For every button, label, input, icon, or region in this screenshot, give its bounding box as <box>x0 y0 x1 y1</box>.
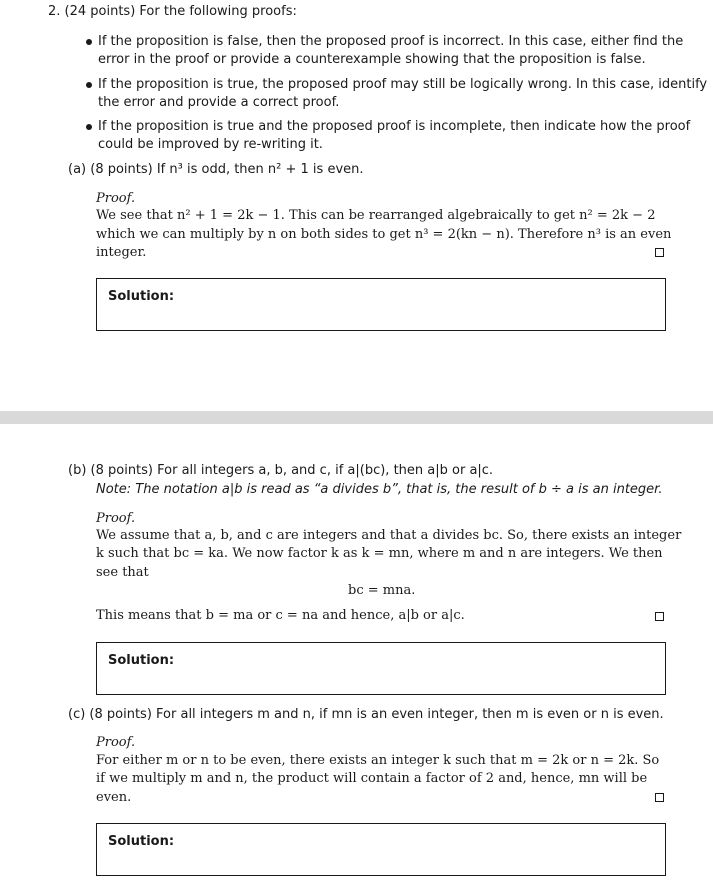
bullet-3-line-2: could be improved by re-writing it. <box>98 137 323 152</box>
bullet-2-line-1: If the proposition is true, the proposed proof may still be logically wrong. In this case, identify <box>98 77 708 92</box>
bullet-dot <box>86 124 92 130</box>
part-c-proof-line-3: even. <box>96 790 132 805</box>
part-b-proof-label: Proof. <box>96 511 136 526</box>
part-b-solution-box[interactable] <box>96 642 666 695</box>
part-c-proof-line-1: For either m or n to be even, there exists an integer k such that m = 2k or n = 2k. So <box>96 753 660 768</box>
part-b-statement: (b) (8 points) For all integers a, b, and c, if a|(bc), then a|b or a|c. <box>68 463 494 478</box>
bullet-2-line-2: the error and provide a correct proof. <box>98 95 340 110</box>
part-a-proof-line-1: We see that n² + 1 = 2k − 1. This can be rearranged algebraically to get n² = 2k − 2 <box>96 208 656 223</box>
part-c-proof-label: Proof. <box>96 735 136 750</box>
part-b-equation: bc = mna. <box>348 583 416 598</box>
qed-box-icon <box>655 793 664 802</box>
bullet-1-line-2: error in the proof or provide a counterexample showing that the proposition is false. <box>98 52 646 67</box>
part-b-note: Note: The notation a|b is read as “a divides b”, that is, the result of b ÷ a is an integer. <box>96 482 663 497</box>
solution-label: Solution: <box>108 289 175 304</box>
part-a-proof-label: Proof. <box>96 191 136 206</box>
part-b-proof-line-2: k such that bc = ka. We now factor k as k = mn, where m and n are integers. We then <box>96 546 663 561</box>
qed-box-icon <box>655 248 664 257</box>
solution-label: Solution: <box>108 834 175 849</box>
part-a-proof-line-3: integer. <box>96 245 147 260</box>
part-c-solution-box[interactable] <box>96 823 666 876</box>
page-break <box>0 411 713 424</box>
part-a-solution-box[interactable] <box>96 278 666 331</box>
part-b-conclusion: This means that b = ma or c = na and hence, a|b or a|c. <box>96 608 465 623</box>
bullet-dot <box>86 39 92 45</box>
question-header: 2. (24 points) For the following proofs: <box>48 4 297 19</box>
part-c-statement: (c) (8 points) For all integers m and n, if mn is an even integer, then m is even or n is even. <box>68 707 664 722</box>
part-a-statement: (a) (8 points) If n³ is odd, then n² + 1 is even. <box>68 162 364 177</box>
bullet-dot <box>86 82 92 88</box>
qed-box-icon <box>655 612 664 621</box>
part-b-proof-line-1: We assume that a, b, and c are integers and that a divides bc. So, there exists an integer <box>96 528 682 543</box>
part-a-proof-line-2: which we can multiply by n on both sides to get n³ = 2(kn − n). Therefore n³ is an even <box>96 227 672 242</box>
bullet-1-line-1: If the proposition is false, then the proposed proof is incorrect. In this case, either find the <box>98 34 684 49</box>
part-c-proof-line-2: if we multiply m and n, the product will contain a factor of 2 and, hence, mn will be <box>96 771 648 786</box>
bullet-3-line-1: If the proposition is true and the proposed proof is incomplete, then indicate how the proof <box>98 119 691 134</box>
part-b-proof-line-3: see that <box>96 565 149 580</box>
solution-label: Solution: <box>108 653 175 668</box>
